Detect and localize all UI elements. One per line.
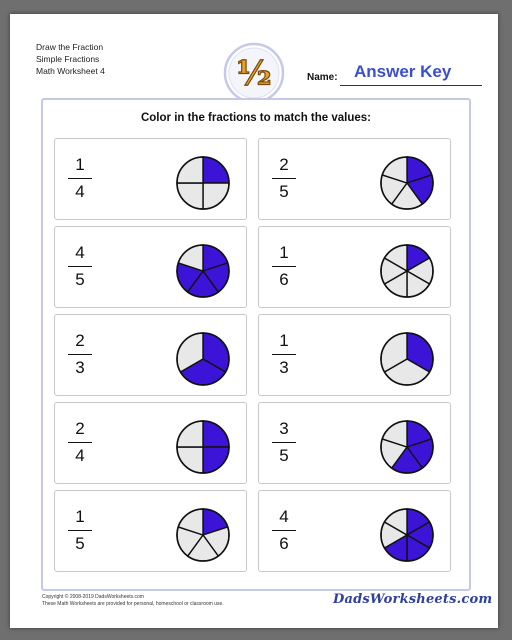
problems-panel [41,98,471,591]
numerator: 2 [75,331,85,350]
denominator: 3 [75,358,85,377]
denominator: 3 [279,358,289,377]
denominator: 5 [75,270,85,289]
header-title: Draw the Fraction [36,42,104,52]
fraction-pie[interactable] [379,419,435,475]
fraction [66,331,94,378]
fraction-pie[interactable] [175,243,231,299]
answer-key-label: Answer Key [354,62,452,81]
denominator: 4 [75,182,85,201]
problem-grid [54,138,460,572]
fraction [270,155,298,202]
worksheet-page [10,14,498,628]
fraction-bar [272,266,296,267]
numerator: 1 [279,331,289,350]
fraction [66,419,94,466]
one-half-logo-icon [223,42,285,104]
fraction-bar [68,178,92,179]
numerator: 3 [279,419,289,438]
problem-cell [258,226,451,308]
numerator: 1 [75,507,85,526]
fraction-bar [68,442,92,443]
problem-cell [258,402,451,484]
problem-cell [54,490,247,572]
fraction [270,507,298,554]
numerator: 1 [279,243,289,262]
denominator: 5 [279,182,289,201]
fraction [66,155,94,202]
footer-copyright [42,594,224,608]
fraction-pie[interactable] [175,507,231,563]
problem-cell [258,314,451,396]
logo-half-glyph: ½ [236,54,272,94]
numerator: 4 [75,243,85,262]
numerator: 2 [279,155,289,174]
fraction-bar [68,530,92,531]
fraction [270,419,298,466]
numerator: 1 [75,155,85,174]
header-worksheet-number: Math Worksheet 4 [36,66,105,76]
fraction-pie[interactable] [379,243,435,299]
denominator: 6 [279,270,289,289]
problem-cell [54,402,247,484]
problem-cell [54,314,247,396]
problem-cell [54,138,247,220]
name-field [307,62,487,86]
fraction-pie[interactable] [175,419,231,475]
name-underline [340,85,482,86]
header-subtitle: Simple Fractions [36,54,100,64]
fraction-bar [272,442,296,443]
denominator: 4 [75,446,85,465]
denominator: 5 [75,534,85,553]
instructions: Color in the fractions to match the values: [140,112,372,124]
fraction [270,243,298,290]
fraction [66,507,94,554]
copyright-text: Copyright © 2008-2019 DadsWorksheets.com [42,594,144,600]
fraction [270,331,298,378]
problem-cell [258,138,451,220]
name-label: Name: [307,72,338,83]
brand-logo: DadsWorksheets.com [333,592,493,607]
fraction-pie[interactable] [175,155,231,211]
fraction-bar [272,354,296,355]
numerator: 4 [279,507,289,526]
fraction-pie[interactable] [379,155,435,211]
fraction [66,243,94,290]
numerator: 2 [75,419,85,438]
fraction-pie[interactable] [379,331,435,387]
fraction-bar [272,530,296,531]
fraction-bar [68,266,92,267]
problem-cell [54,226,247,308]
worksheet-header [36,41,105,77]
fraction-bar [272,178,296,179]
denominator: 5 [279,446,289,465]
usage-text: These Math Worksheets are provided for personal, homeschool or classroom use. [42,601,224,607]
fraction-bar [68,354,92,355]
problem-cell [258,490,451,572]
fraction-pie[interactable] [175,331,231,387]
denominator: 6 [279,534,289,553]
fraction-pie[interactable] [379,507,435,563]
